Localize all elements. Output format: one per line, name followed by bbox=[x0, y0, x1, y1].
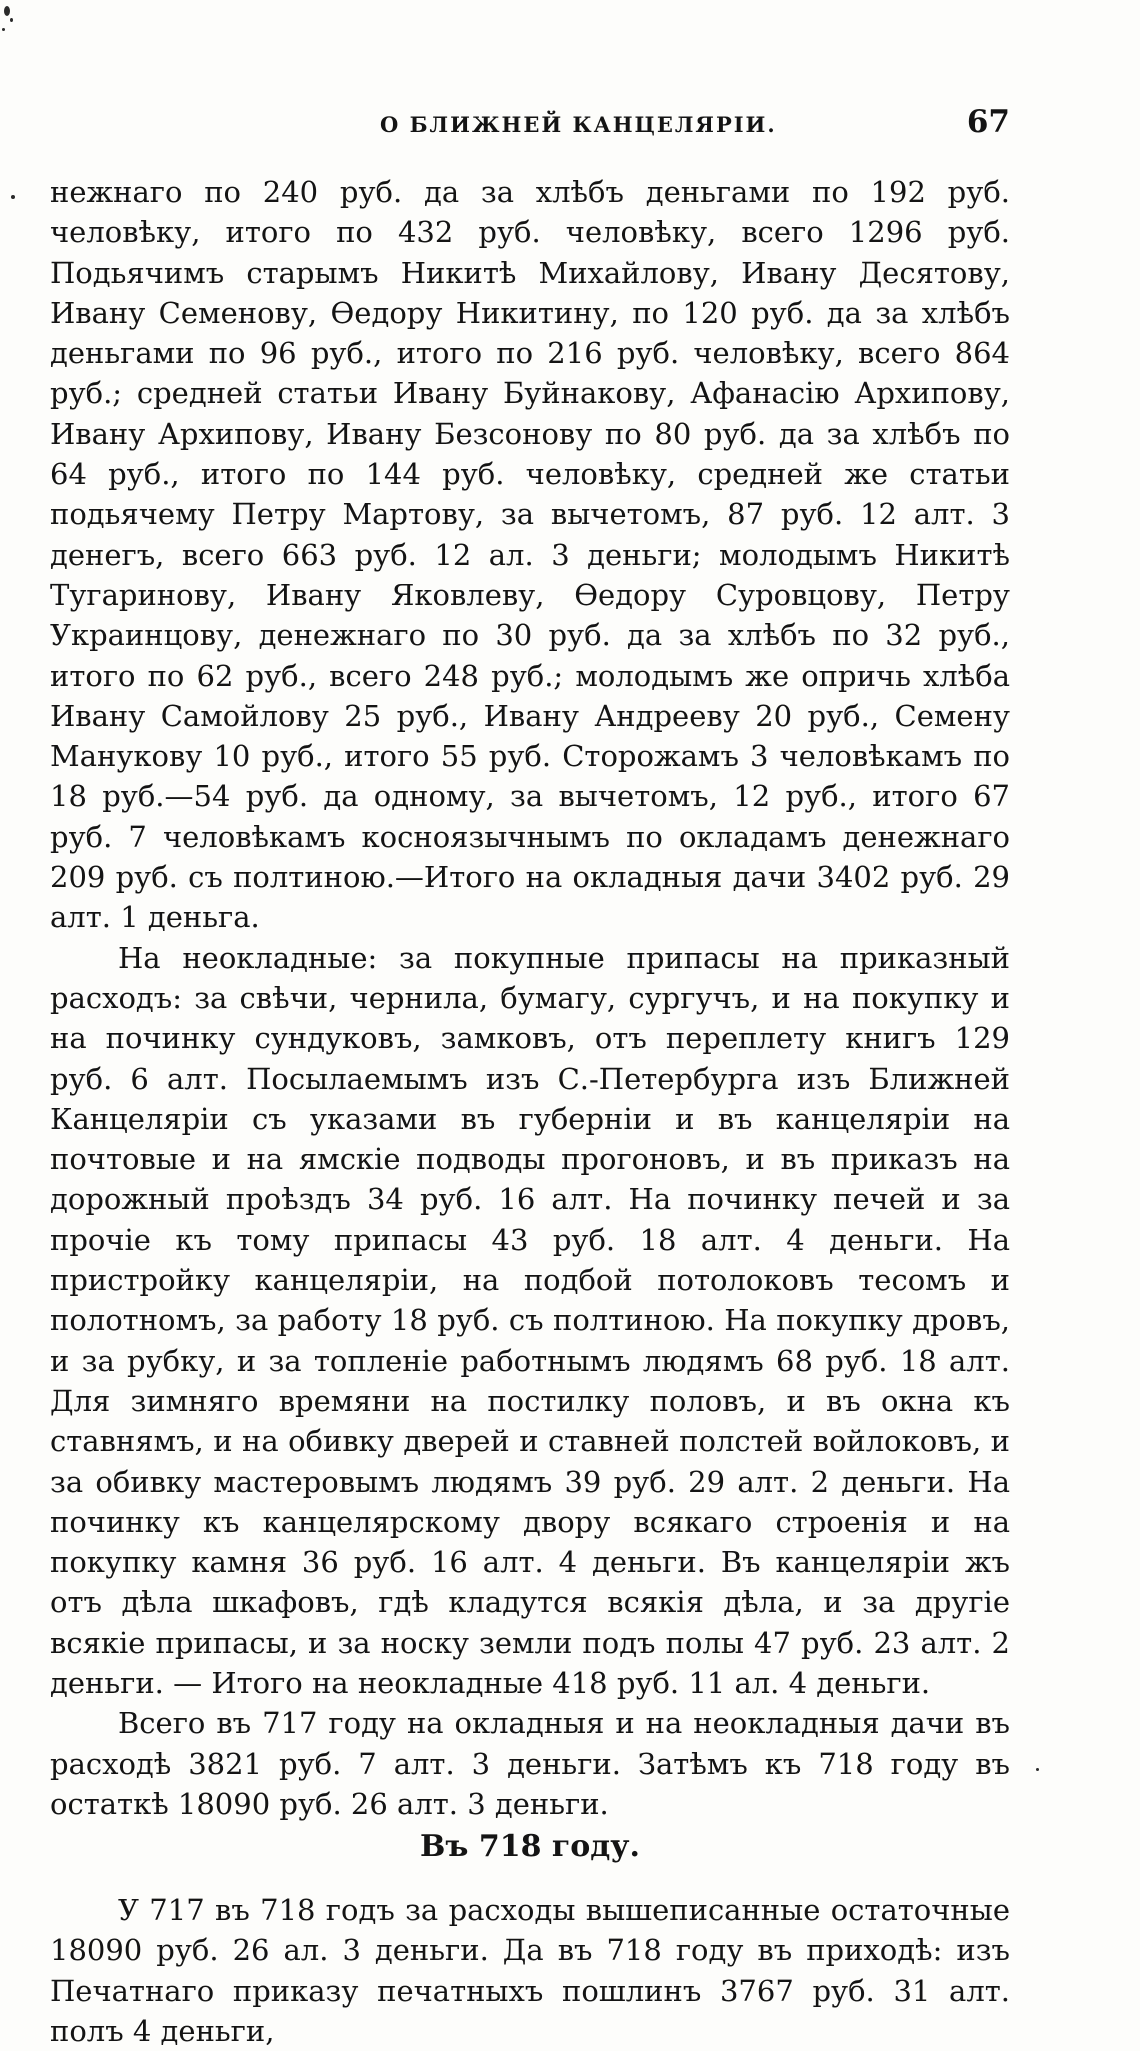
section-heading: Въ 718 году. bbox=[420, 1829, 640, 1865]
page-number: 67 bbox=[966, 104, 1010, 140]
scan-speck bbox=[4, 6, 10, 16]
scan-speck bbox=[10, 18, 13, 22]
paragraph-year-718: У 717 въ 718 годъ за расходы вышеписанные остаточные 18090 руб. 26 ал. 3 деньги. Да въ 718 году въ приходѣ: изъ Печатнаго приказу печатныхъ пошлинъ 3767 руб. 31 алт. полъ 4 деньги, bbox=[50, 1893, 1010, 2049]
page-header bbox=[50, 104, 1010, 144]
running-head: О БЛИЖНЕЙ КАНЦЕЛЯРІИ. bbox=[380, 112, 777, 137]
paragraph-year-total: Всего въ 717 году на окладныя и на неокладныя дачи въ расходѣ 3821 руб. 7 алт. 3 деньги. Затѣмъ къ 718 году въ остаткѣ 18090 руб. 26 алт. 3 деньги. bbox=[50, 1706, 1010, 1821]
body-text bbox=[50, 172, 1010, 2051]
scan-speck bbox=[2, 28, 5, 31]
paragraph-salaries: нежнаго по 240 руб. да за хлѣбъ деньгами по 192 руб. человѣку, итого по 432 руб. человѣку, всего 1296 руб. Подьячимъ старымъ Никитѣ Михайлову, Ивану Десятову, Ивану Семенову, Ѳедору Никитину, по 120 руб. да за хлѣбъ деньгами по 96 руб., итого по 216 руб. человѣку, всего 864 руб.; средней статьи Ивану Буйнакову, Афанасію Архипову, Ивану Архипову, Ивану Безсонову по 80 руб. да за хлѣбъ по 64 руб., итого по 144 руб. человѣку, средней же статьи подьячему Петру Мартову, за вычетомъ, 87 руб. 12 алт. 3 денегъ, всего 663 руб. 12 ал. 3 деньги; молодымъ Никитѣ Тугаринову, Ивану Яковлеву, Ѳедору Суровцову, Петру Украинцову, денежнаго по 30 руб. да за хлѣбъ по 32 руб., итого по 62 руб., всего 248 руб.; молодымъ же опричь хлѣба Ивану Самойлову 25 руб., Ивану Андрееву 20 руб., Семену Манукову 10 руб., итого 55 руб. Сторожамъ 3 человѣкамъ по 18 руб.—54 руб. да одному, за вычетомъ, 12 руб., итого 67 руб. 7 человѣкамъ косноязычнымъ по окладамъ денежнаго 209 руб. съ полтиною.—Итого на окладныя дачи 3402 руб. 29 алт. 1 деньга. bbox=[50, 175, 1010, 935]
scan-speck bbox=[11, 195, 15, 199]
scan-speck bbox=[1036, 1768, 1039, 1771]
paragraph-unsalaried-expenses: На неокладные: за покупные припасы на приказный расходъ: за свѣчи, чернила, бумагу, сургучъ, и на покупку и на починку сундуковъ, замковъ, отъ переплету книгъ 129 руб. 6 алт. Посылаемымъ изъ С.-Петербурга изъ Ближней Канцеляріи съ указами въ губерніи и въ канцеляріи на почтовые и на ямскіе подводы прогоновъ, и въ приказъ на дорожный проѣздъ 34 руб. 16 алт. На починку печей и за прочіе къ тому припасы 43 руб. 18 алт. 4 деньги. На пристройку канцеляріи, на подбой потолоковъ тесомъ и полотномъ, за работу 18 руб. съ полтиною. На покупку дровъ, и за рубку, и за топленіе работнымъ людямъ 68 руб. 18 алт. Для зимняго времяни на постилку половъ, и въ окна къ ставнямъ, и на обивку дверей и ставней полстей войлоковъ, и за обивку мастеровымъ людямъ 39 руб. 29 алт. 2 деньги. На починку къ канцелярскому двору всякаго строенія и на покупку камня 36 руб. 16 алт. 4 деньги. Въ канцеляріи жъ отъ дѣла шкафовъ, гдѣ кладутся всякія дѣла, и за другіе всякіе припасы, и за носку земли подъ полы 47 руб. 23 алт. 2 деньги. — Итого на неокладные 418 руб. 11 ал. 4 деньги. bbox=[50, 940, 1010, 1700]
